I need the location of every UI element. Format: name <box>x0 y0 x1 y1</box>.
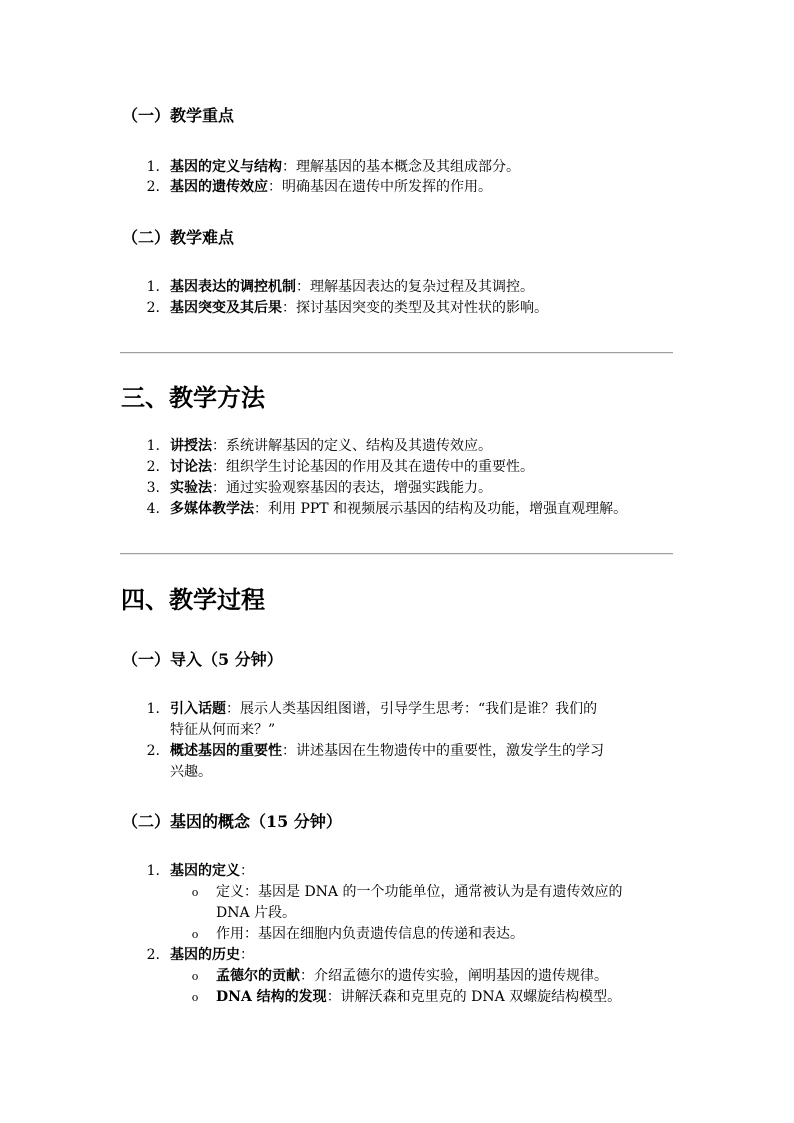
item-text: ：组织学生讨论基因的作用及其在遗传中的重要性。 <box>212 459 534 475</box>
item-text: ：明确基因在遗传中所发挥的作用。 <box>268 179 492 195</box>
subitem-label: 孟德尔的贡献 <box>216 968 300 984</box>
process-heading: 四、教学过程 <box>121 585 265 614</box>
list-number: 1. <box>146 159 160 175</box>
item-text: ：理解基因表达的复杂过程及其调控。 <box>296 279 534 295</box>
item-text: ：讲述基因在生物遗传中的重要性，激发学生的学习 <box>282 743 604 759</box>
subitem-text: 定义：基因是 DNA 的一个功能单位，通常被认为是有遗传效应的 <box>216 884 623 900</box>
list-number: 2. <box>146 179 160 195</box>
item-label: 实验法 <box>170 480 212 496</box>
list-number: 2. <box>146 300 160 316</box>
list-number: 1. <box>146 279 160 295</box>
item-label: 基因突变及其后果 <box>170 300 282 316</box>
item-text: ：系统讲解基因的定义、结构及其遗传效应。 <box>212 438 492 454</box>
intro-item-2 <box>142 741 702 783</box>
focus-heading: （一）教学重点 <box>122 106 235 125</box>
subitem-text: 作用：基因在细胞内负责遗传信息的传递和表达。 <box>216 926 524 942</box>
item-label: 基因的定义与结构 <box>170 159 282 175</box>
item-text: ：探讨基因突变的类型及其对性状的影响。 <box>282 300 548 316</box>
difficulty-heading: （二）教学难点 <box>122 228 235 247</box>
item-text: ：通过实验观察基因的表达，增强实践能力。 <box>212 480 492 496</box>
bullet-icon: o <box>191 886 199 899</box>
item-text: ：利用 PPT 和视频展示基因的结构及功能，增强直观理解。 <box>254 501 628 517</box>
item-text: ： <box>240 947 254 963</box>
item-label: 讨论法 <box>170 459 212 475</box>
bullet-icon: o <box>191 928 199 941</box>
section-divider <box>120 553 673 555</box>
concept-heading: （二）基因的概念（15 分钟） <box>122 812 342 831</box>
item-label: 基因的定义 <box>170 863 240 879</box>
item-label: 基因表达的调控机制 <box>170 279 296 295</box>
list-number: 4. <box>146 501 160 517</box>
item-label: 基因的遗传效应 <box>170 179 268 195</box>
list-number: 1. <box>146 438 160 454</box>
subitem-label: DNA 结构的发现 <box>216 989 327 1005</box>
list-number: 1. <box>146 863 160 879</box>
item-label: 讲授法 <box>170 438 212 454</box>
subitem-text: ：讲解沃森和克里克的 DNA 双螺旋结构模型。 <box>326 989 622 1005</box>
bullet-icon: o <box>191 991 199 1004</box>
intro-heading: （一）导入（5 分钟） <box>122 650 283 669</box>
item-text: ： <box>240 863 254 879</box>
item-text-continued: 兴趣。 <box>170 764 212 780</box>
list-number: 2. <box>146 947 160 963</box>
item-text: ：展示人类基因组图谱，引导学生思考：“我们是谁？我们的 <box>226 701 598 717</box>
subitem-text: ：介绍孟德尔的遗传实验，阐明基因的遗传规律。 <box>300 968 608 984</box>
section-divider <box>120 352 673 354</box>
list-number: 3. <box>146 480 160 496</box>
intro-item-1 <box>142 699 702 741</box>
bullet-icon: o <box>191 970 199 983</box>
item-label: 概述基因的重要性 <box>170 743 282 759</box>
subitem-text-continued: DNA 片段。 <box>216 905 297 921</box>
item-label: 引入话题 <box>170 701 226 717</box>
list-number: 2. <box>146 459 160 475</box>
item-label: 基因的历史 <box>170 947 240 963</box>
concept-subitem <box>190 882 710 924</box>
list-number: 2. <box>146 743 160 759</box>
item-text-continued: 特征从何而来？” <box>170 722 276 738</box>
methods-heading: 三、教学方法 <box>121 383 265 412</box>
item-text: ：理解基因的基本概念及其组成部分。 <box>282 159 520 175</box>
item-label: 多媒体教学法 <box>170 501 254 517</box>
list-number: 1. <box>146 701 160 717</box>
